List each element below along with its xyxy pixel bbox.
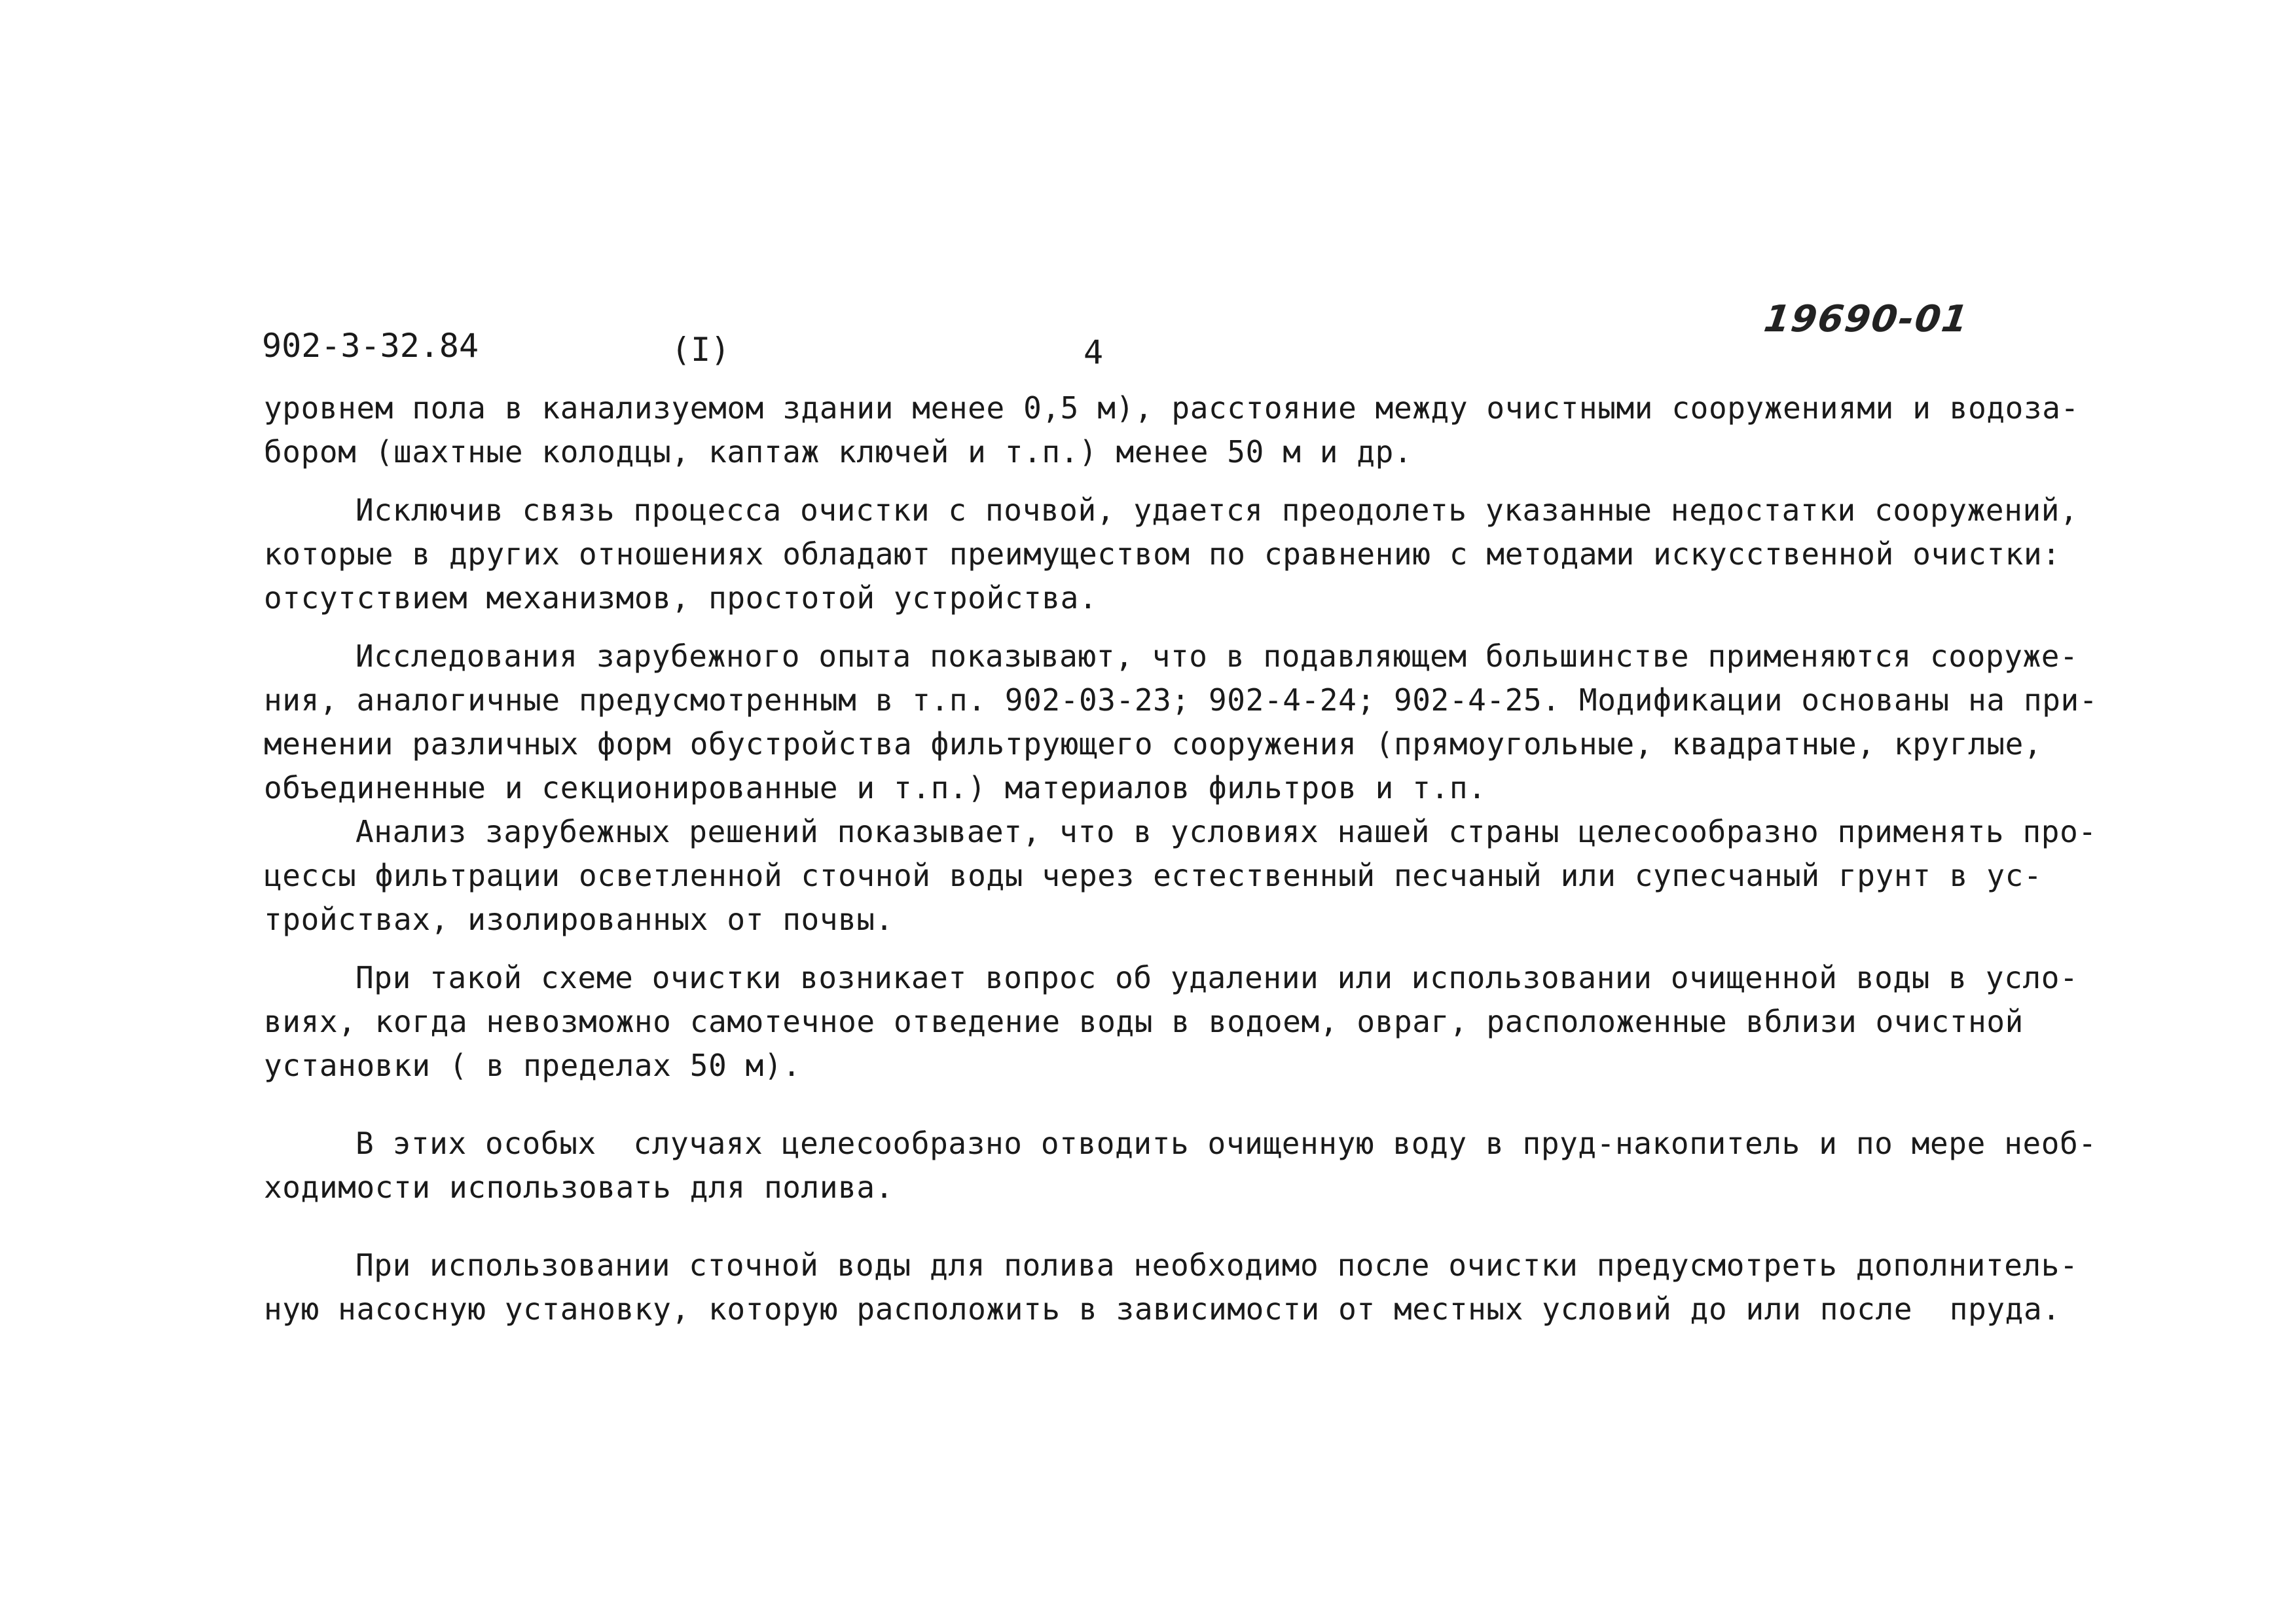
handwritten-inventory-number: 19690-01 [1761, 298, 1972, 341]
paragraph-4 [264, 810, 2097, 942]
text-line: менении различных форм обустройства фильтрующего сооружения (прямоугольные, квадратные, круглые, [264, 726, 2043, 762]
text-line: При такой схеме очистки возникает вопрос об удалении или использовании очищенной воды в усло- [355, 960, 2079, 995]
text-line: Исключив связь процесса очистки с почвой, удается преодолеть указанные недостатки сооружений, [355, 492, 2079, 528]
paragraph-7 [264, 1244, 2079, 1331]
text-line: ную насосную установку, которую расположить в зависимости от местных условий до или после пруда. [264, 1291, 2061, 1327]
paragraph-1 [264, 386, 2079, 474]
paragraph-6 [264, 1122, 2097, 1209]
text-line: При использовании сточной воды для полива необходимо после очистки предусмотреть дополнитель- [355, 1247, 2079, 1283]
text-line: установки ( в пределах 50 м). [264, 1048, 801, 1083]
text-line: уровнем пола в канализуемом здании менее 0,5 м), расстояние между очистными сооружениями и водоза- [264, 390, 2079, 426]
page-number: 4 [1084, 333, 1104, 371]
text-line: отсутствием механизмов, простотой устройства. [264, 580, 1098, 616]
text-line: Исследования зарубежного опыта показывают, что в подавляющем большинстве применяются сооруже- [355, 638, 2079, 674]
paragraph-3 [264, 635, 2098, 810]
text-line: В этих особых случаях целесообразно отводить очищенную воду в пруд-накопитель и по мере необ- [355, 1126, 2097, 1161]
text-line: Анализ зарубежных решений показывает, что в условиях нашей страны целесообразно применять про- [355, 814, 2097, 849]
text-line: цессы фильтрации осветленной сточной воды через естественный песчаный или супесчаный грунт в ус- [264, 858, 2043, 893]
text-line: ходимости использовать для полива. [264, 1170, 894, 1205]
text-line: тройствах, изолированных от почвы. [264, 902, 894, 937]
text-line: ния, аналогичные предусмотренным в т.п. 902-03-23; 902-4-24; 902-4-25. Модификации основаны на при- [264, 682, 2098, 718]
paragraph-2 [264, 489, 2079, 620]
text-line: бором (шахтные колодцы, каптаж ключей и т.п.) менее 50 м и др. [264, 434, 1413, 470]
paragraph-5 [264, 956, 2079, 1088]
document-body [264, 386, 2098, 1331]
text-line: объединенные и секционированные и т.п.) материалов фильтров и т.п. [264, 770, 1487, 805]
text-line: которые в других отношениях обладают преимуществом по сравнению с методами искусственной очистки: [264, 536, 2061, 572]
document-code: 902-3-32.84 [262, 327, 479, 365]
text-line: виях, когда невозможно самотечное отведение воды в водоем, овраг, расположенные вблизи очистной [264, 1004, 2024, 1039]
part-number: (I) [671, 331, 731, 369]
